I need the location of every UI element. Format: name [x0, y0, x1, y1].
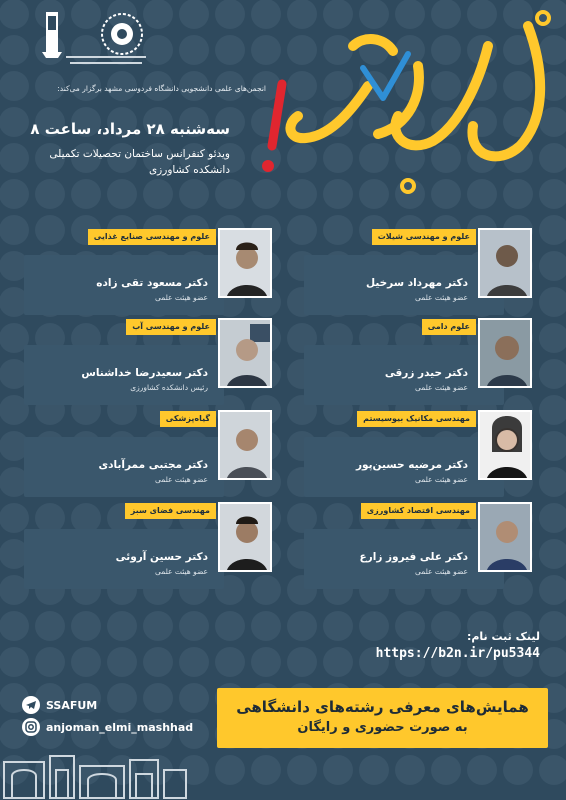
department-tag: مهندسی فضای سبز: [125, 503, 216, 519]
campus-skyline-icon: [0, 752, 190, 800]
background-dot: [215, 35, 245, 65]
background-dot: [0, 611, 29, 641]
background-dot: [539, 755, 566, 785]
department-tag: مهندسی اقتصاد کشاورزی: [361, 503, 476, 519]
background-dot: [35, 611, 65, 641]
speaker-name: دکتر مجتبی ممرآبادی: [98, 459, 208, 471]
venue-line-1: ویدئو کنفرانس ساختمان تحصیلات تکمیلی: [49, 148, 230, 160]
organizer-tagline: انجمن‌های علمی دانشجویی دانشگاه فردوسی مشهد برگزار می‌کند:: [57, 84, 266, 93]
background-dot: [107, 647, 137, 677]
background-dot: [179, 611, 209, 641]
background-dot: [251, 755, 281, 785]
speaker-photo: [218, 318, 272, 388]
background-dot: [323, 647, 353, 677]
speaker-name: دکتر حسین آروئی: [115, 551, 208, 563]
background-dot: [215, 0, 245, 29]
speaker-role: عضو هیئت علمی: [154, 293, 208, 302]
background-dot: [179, 647, 209, 677]
department-tag: علوم دامی: [422, 319, 476, 335]
background-dot: [179, 683, 209, 713]
speaker-role: عضو هیئت علمی: [414, 293, 468, 302]
department-tag: گیاه‌پزشکی: [160, 411, 216, 427]
speaker-role: رئیس دانشکده کشاورزی: [130, 383, 208, 392]
speaker-role: عضو هیئت علمی: [154, 567, 208, 576]
department-tag: مهندسی مکانیک بیوسیستم: [357, 411, 476, 427]
banner-line-2: به صورت حضوری و رایگان: [297, 720, 468, 735]
background-dot: [395, 755, 425, 785]
speaker-name: دکتر سعیدرضا خداشناس: [81, 367, 208, 379]
background-dot: [467, 755, 497, 785]
speaker-name: دکتر مرضیه حسین‌پور: [355, 459, 468, 471]
background-dot: [323, 755, 353, 785]
speaker-photo: [478, 318, 532, 388]
speaker-photo: [478, 502, 532, 572]
ferdowsi-logo-icon: [42, 12, 62, 58]
speaker-name: دکتر مسعود تقی زاده: [96, 277, 208, 289]
speaker-card-food-science: [24, 228, 272, 316]
speaker-photo: [478, 228, 532, 298]
telegram-handle-text: SSAFUM: [46, 698, 98, 712]
background-dot: [0, 179, 29, 209]
speaker-role: عضو هیئت علمی: [414, 383, 468, 392]
telegram-handle[interactable]: [22, 696, 97, 714]
background-dot: [539, 647, 566, 677]
background-dot: [143, 647, 173, 677]
registration-link[interactable]: https://b2n.ir/pu5344: [375, 646, 540, 661]
speaker-name: دکتر حیدر زرقی: [384, 367, 468, 379]
event-banner: [217, 688, 548, 748]
department-tag: علوم و مهندسی صنایع غذایی: [88, 229, 216, 245]
instagram-handle[interactable]: [22, 718, 193, 736]
speaker-card-landscape: [24, 502, 272, 590]
speaker-name: دکتر علی فیروز زارع: [359, 551, 468, 563]
speaker-card-animal-science: [304, 318, 552, 406]
background-dot: [215, 179, 245, 209]
event-date: سه‌شنبه ۲۸ مرداد، ساعت ۸: [30, 120, 230, 138]
speaker-card-biosystems: [304, 410, 552, 498]
background-dot: [431, 755, 461, 785]
speaker-photo: [218, 228, 272, 298]
background-dot: [107, 683, 137, 713]
speaker-photo: [218, 410, 272, 480]
venue-line-2: دانشکده کشاورزی: [148, 164, 230, 176]
background-dot: [35, 647, 65, 677]
title-calligraphy: [258, 6, 558, 196]
background-dot: [395, 611, 425, 641]
department-tag: علوم و مهندسی شیلات: [372, 229, 476, 245]
background-dot: [143, 611, 173, 641]
background-dot: [143, 179, 173, 209]
background-dot: [35, 179, 65, 209]
background-dot: [287, 611, 317, 641]
department-tag: علوم و مهندسی آب: [126, 319, 216, 335]
background-dot: [107, 611, 137, 641]
university-logos: [40, 6, 150, 76]
background-dot: [107, 179, 137, 209]
background-dot: [359, 611, 389, 641]
exclamation-icon: [262, 84, 282, 172]
background-dot: [323, 611, 353, 641]
background-dot: [71, 611, 101, 641]
background-dot: [143, 683, 173, 713]
background-dot: [179, 35, 209, 65]
speaker-role: عضو هیئت علمی: [414, 567, 468, 576]
speaker-name: دکتر مهرداد سرخیل: [365, 277, 468, 289]
background-dot: [71, 647, 101, 677]
background-dot: [215, 647, 245, 677]
background-dot: [179, 179, 209, 209]
speaker-card-agri-economics: [304, 502, 552, 590]
background-dot: [71, 179, 101, 209]
background-dot: [0, 35, 29, 65]
background-dot: [215, 611, 245, 641]
background-dot: [431, 611, 461, 641]
telegram-icon: [22, 696, 40, 714]
instagram-handle-text: anjoman_elmi_mashhad: [46, 720, 194, 734]
speaker-photo: [218, 502, 272, 572]
speaker-card-water-science: [24, 318, 272, 406]
background-dot: [0, 0, 29, 29]
background-dot: [215, 755, 245, 785]
background-dot: [503, 755, 533, 785]
background-dot: [287, 755, 317, 785]
speaker-role: عضو هیئت علمی: [154, 475, 208, 484]
background-dot: [287, 647, 317, 677]
speaker-card-fisheries: [304, 228, 552, 316]
event-venue: [0, 146, 230, 178]
background-dot: [359, 755, 389, 785]
background-dot: [0, 647, 29, 677]
instagram-icon: [22, 718, 40, 736]
ssa-logo-icon: [102, 14, 142, 54]
background-dot: [179, 0, 209, 29]
background-dot: [251, 611, 281, 641]
speaker-card-plant-protection: [24, 410, 272, 498]
speaker-photo: [478, 410, 532, 480]
speaker-role: عضو هیئت علمی: [414, 475, 468, 484]
background-dot: [251, 647, 281, 677]
registration-label: لینک ثبت نام:: [466, 630, 540, 643]
banner-line-1: همایش‌های معرفی رشته‌های دانشگاهی: [236, 698, 529, 716]
background-dot: [539, 611, 566, 641]
